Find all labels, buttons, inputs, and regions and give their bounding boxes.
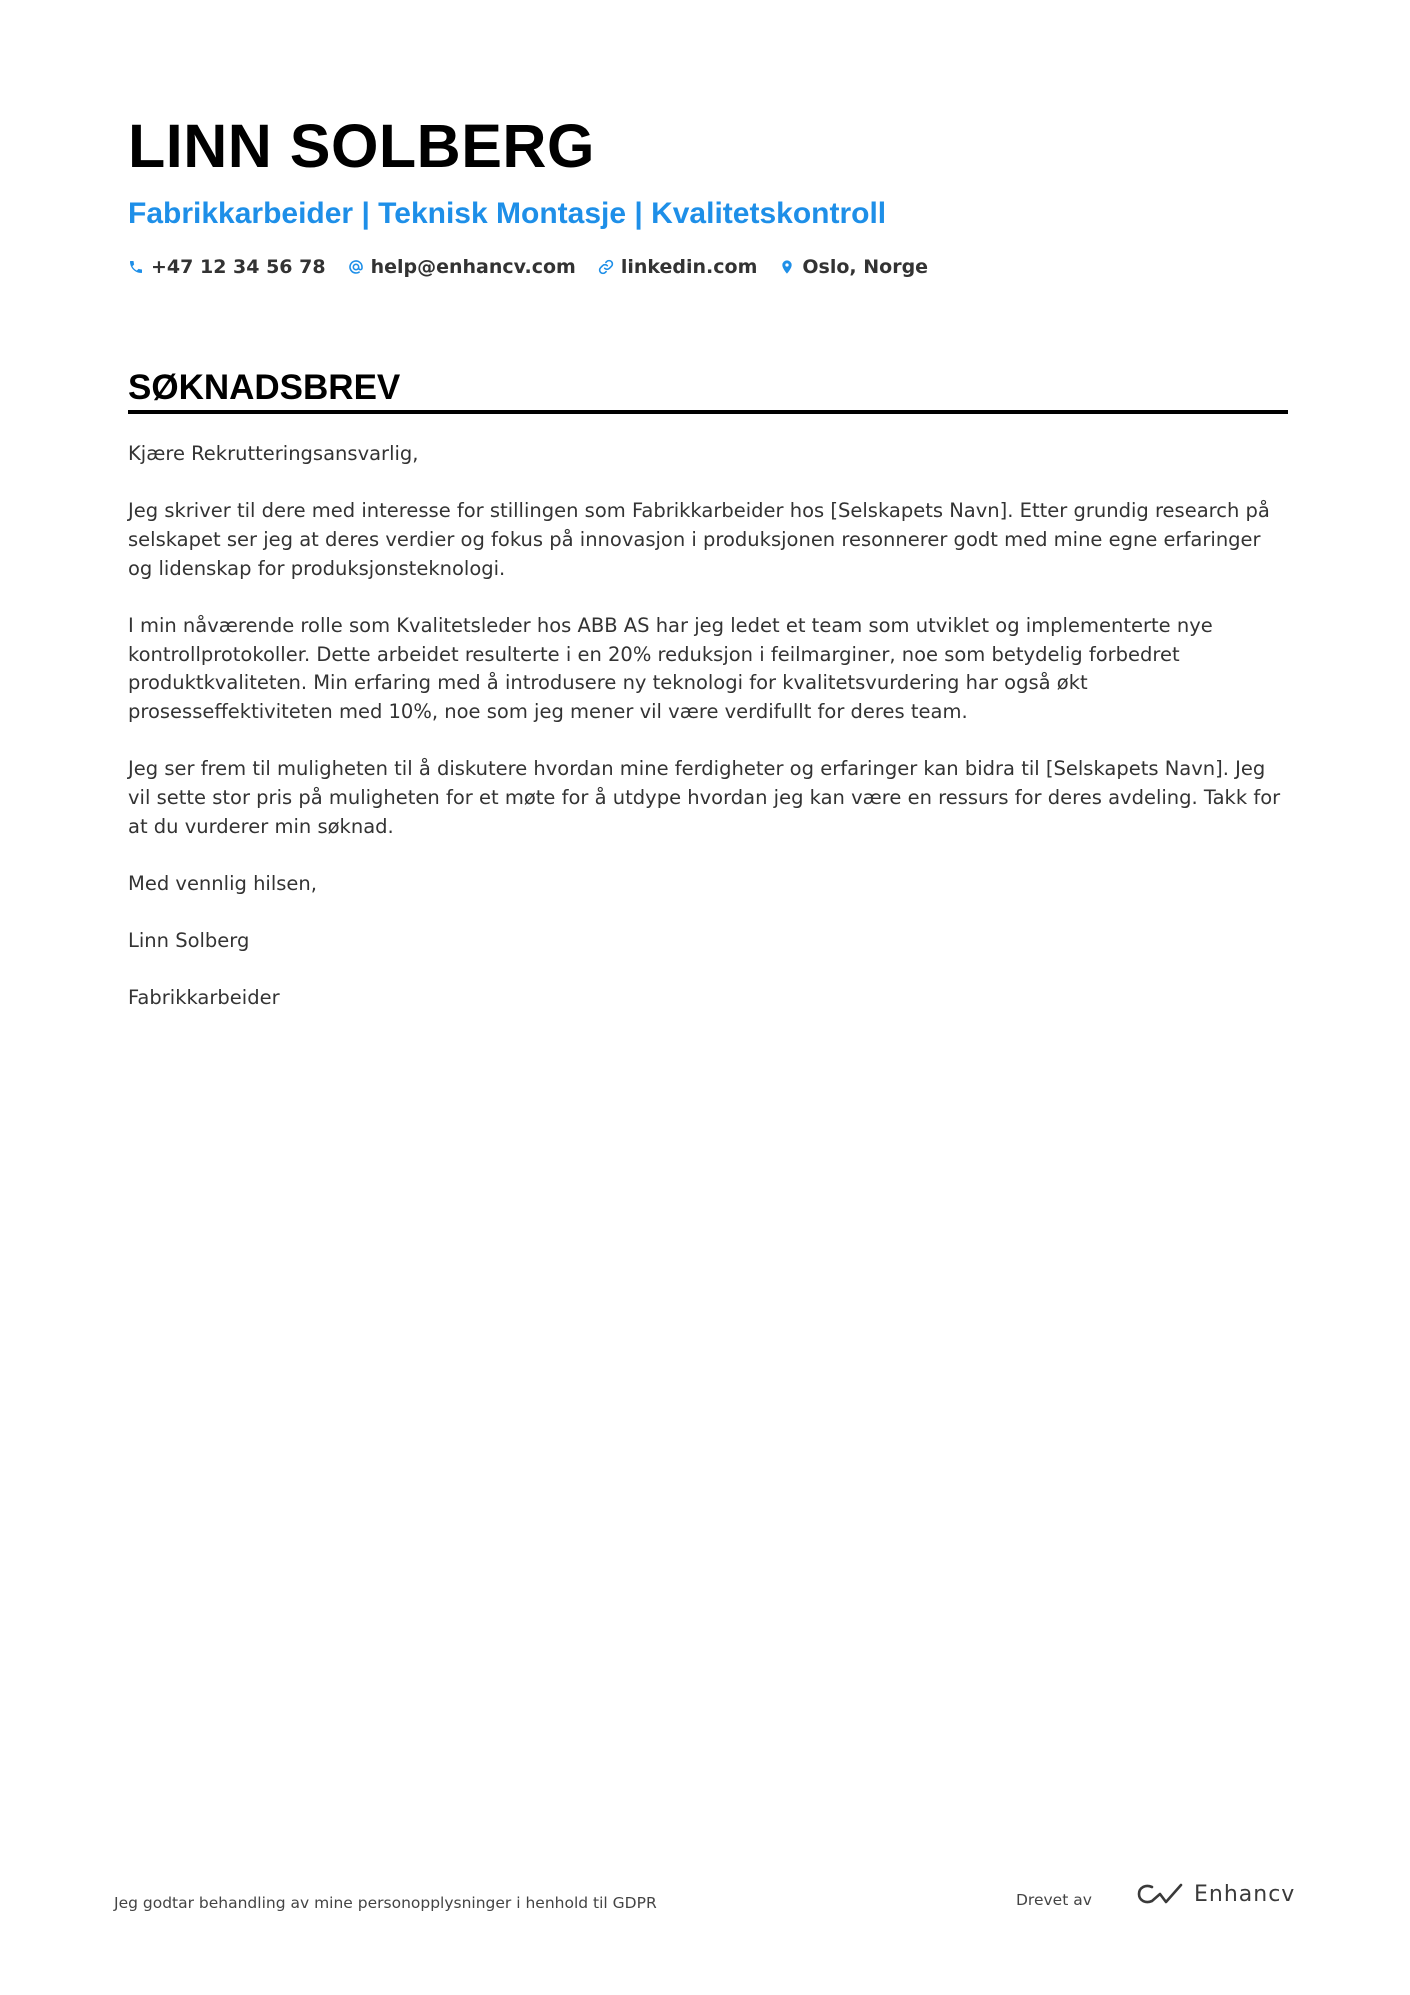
phone-number: +47 12 34 56 78 <box>151 256 326 278</box>
contact-location <box>779 256 928 278</box>
letter-body <box>128 440 1288 1041</box>
letter-paragraph: I min nåværende rolle som Kvalitetsleder hos ABB AS har jeg ledet et team som utviklet og implementerte nye kontrollprotokoller. Dette arbeidet resulterte i en 20% reduksjon i feilmarginer, noe som betydelig forbedret produktkvaliteten. Min erfaring med å introdusere ny teknologi for kvalitetsvurdering har også økt prosesseffektiviteten med 10%, noe som jeg mener vil være verdifullt for deres team. <box>128 613 1213 723</box>
enhancv-logo-icon <box>1136 1880 1184 1908</box>
map-pin-icon <box>779 259 795 275</box>
candidate-name: LINN SOLBERG <box>128 112 595 180</box>
brand-name[interactable]: Enhancv <box>1194 1881 1296 1907</box>
candidate-headline: Fabrikkarbeider | Teknisk Montasje | Kvalitetskontroll <box>128 197 887 230</box>
link-icon <box>598 259 614 275</box>
gdpr-consent: Jeg godtar behandling av mine personopplysninger i henhold til GDPR <box>114 1894 657 1912</box>
contact-row <box>128 256 1288 278</box>
at-icon <box>348 259 364 275</box>
signature-name: Linn Solberg <box>128 928 250 952</box>
signature-title: Fabrikkarbeider <box>128 986 280 1010</box>
letter-salutation: Kjære Rekrutteringsansvarlig, <box>128 442 419 465</box>
letter-paragraph: Jeg skriver til dere med interesse for stillingen som Fabrikkarbeider hos [Selskapets Navn]. Etter grundig research på selskapet ser jeg at deres verdier og fokus på innovasjon i produksjonen resonnerer godt med mine egne erfaringer og lidenskap for produksjonsteknologi. <box>128 499 1270 580</box>
contact-phone <box>128 256 326 278</box>
enhancv-brand[interactable] <box>1136 1880 1295 1908</box>
section-title: SØKNADSBREV <box>128 368 401 407</box>
letter-closing: Med vennlig hilsen, <box>128 871 317 895</box>
contact-linkedin[interactable] <box>598 256 758 278</box>
contact-email[interactable] <box>348 256 576 278</box>
email-address[interactable]: help@enhancv.com <box>370 256 576 278</box>
header <box>128 108 1288 278</box>
phone-icon <box>128 259 144 275</box>
letter-paragraph: Jeg ser frem til muligheten til å diskutere hvordan mine ferdigheter og erfaringer kan bidra til [Selskapets Navn]. Jeg vil sette stor pris på muligheten for et møte for å utdype hvordan jeg kan være en ressurs for deres avdeling. Takk for at du vurderer min søknad. <box>128 757 1281 838</box>
section-divider <box>128 410 1288 414</box>
powered-by-label: Drevet av <box>1016 1891 1092 1909</box>
location-text: Oslo, Norge <box>802 256 929 278</box>
linkedin-link[interactable]: linkedin.com <box>620 256 758 278</box>
